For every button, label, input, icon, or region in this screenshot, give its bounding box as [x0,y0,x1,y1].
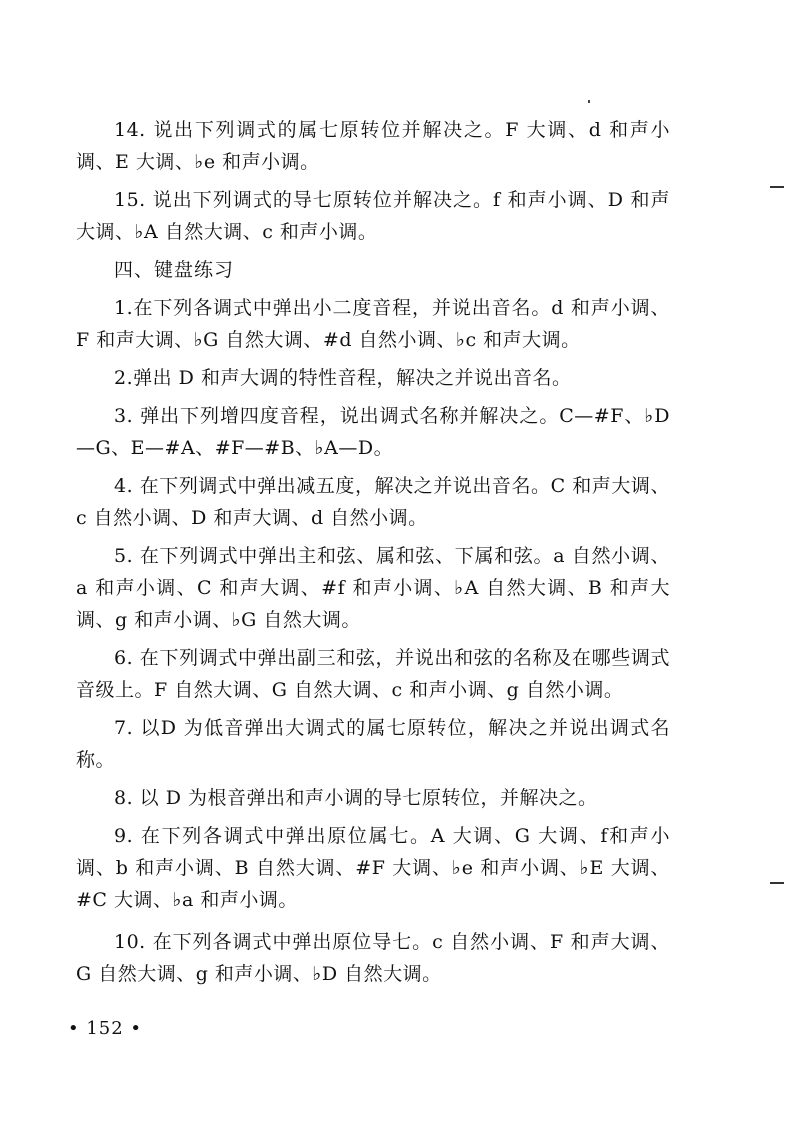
margin-mark-top [770,186,784,188]
keyboard-exercise-4: 4. 在下列调式中弹出减五度，解决之并说出音名。C 和声大调、c 自然小调、D 和声大调、d 自然小调。 [76,475,670,529]
margin-mark-bottom [770,882,784,884]
keyboard-exercise-1: 1.在下列各调式中弹出小二度音程，并说出音名。d 和声小调、F 和声大调、♭G 自然大调、#d 自然小调、♭c 和声大调。 [76,297,670,351]
keyboard-exercise-3: 3. 弹出下列增四度音程，说出调式名称并解决之。C—#F、♭D—G、E—#A、#F—#B、♭A—D。 [76,405,670,459]
keyboard-exercise-10: 10. 在下列各调式中弹出原位导七。c 自然小调、F 和声大调、G 自然大调、g 和声小调、♭D 自然大调。 [76,931,670,985]
keyboard-exercise-8: 8. 以 D 为根音弹出和声小调的导七原转位，并解决之。 [114,787,598,809]
exercise-15: 15. 说出下列调式的导七原转位并解决之。f 和声小调、D 和声大调、♭A 自然大调、c 和声小调。 [76,189,670,243]
keyboard-exercise-2: 2.弹出 D 和声大调的特性音程，解决之并说出音名。 [114,367,572,389]
body-text [76,114,670,990]
page-number: • 152 • [68,1018,143,1039]
print-speck [588,100,590,103]
keyboard-exercise-7: 7. 以D 为低音弹出大调式的属七原转位，解决之并说出调式名称。 [76,717,670,771]
keyboard-exercise-9: 9. 在下列各调式中弹出原位属七。A 大调、G 大调、f和声小调、b 和声小调、B 自然大调、#F 大调、♭e 和声小调、♭E 大调、#C 大调、♭a 和声小调。 [76,825,670,911]
keyboard-exercise-5: 5. 在下列调式中弹出主和弦、属和弦、下属和弦。a 自然小调、a 和声小调、C 和声大调、#f 和声小调、♭A 自然大调、B 和声大调、g 和声小调、♭G 自然大调。 [76,545,670,631]
keyboard-exercise-6: 6. 在下列调式中弹出副三和弦，并说出和弦的名称及在哪些调式音级上。F 自然大调、G 自然大调、c 和声小调、g 自然小调。 [76,647,670,701]
exercise-14: 14. 说出下列调式的属七原转位并解决之。F 大调、d 和声小调、E 大调、♭e 和声小调。 [76,119,670,173]
section-heading-keyboard-practice: 四、键盘练习 [114,259,235,281]
